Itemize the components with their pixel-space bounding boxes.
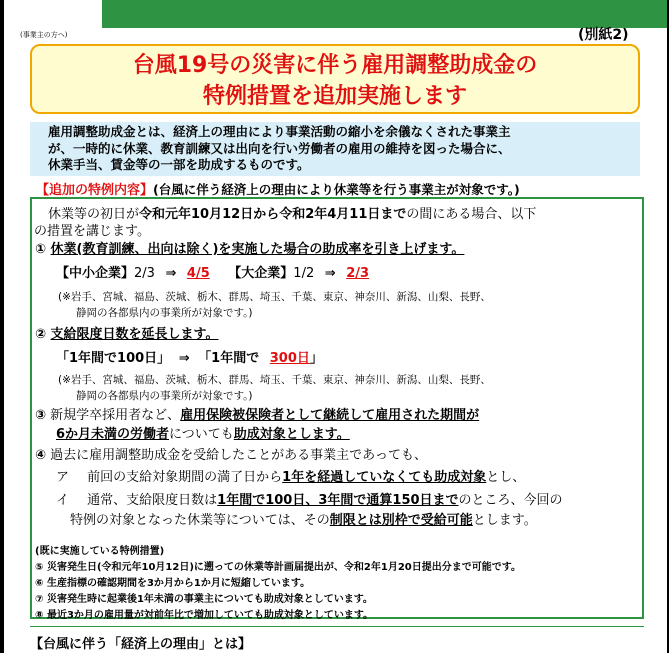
item-1-note-2: 静岡の各都県内の事業所が対象です。)	[76, 307, 253, 319]
recipient-label: (事業主の方へ)	[20, 31, 68, 39]
divider	[30, 626, 644, 627]
item-1-note-1: (※岩手、宮城、福島、茨城、栃木、群馬、埼玉、千葉、東京、神奈川、新潟、山梨、長野、	[58, 291, 491, 303]
title-line-1: 台風19号の災害に伴う雇用調整助成金の	[132, 53, 538, 78]
item-3-line-2: 6か月未満の労働者についても助成対象とします。	[56, 427, 350, 442]
item-1-title: ① 休業(教育訓練、出向は除く)を実施した場合の助成率を引き上げます。	[35, 242, 465, 257]
definition-line-3: 休業手当、賃金等の一部を助成するものです。	[48, 157, 310, 172]
item-4-i: イ 通常、支給限度日数は1年間で100日、3年間で通算150日までのところ、今回の	[56, 493, 563, 508]
title-line-2: 特例措置を追加実施します	[202, 84, 467, 109]
footer-heading: 【台風に伴う「経済上の理由」とは】	[30, 637, 252, 652]
item-4-line-1: ④ 過去に雇用調整助成金を受給したことがある事業主であっても、	[35, 448, 428, 463]
intro-line-1: 休業等の初日が令和元年10月12日から令和2年4月11日までの間にある場合、以下	[48, 207, 537, 222]
item-4-line-3: 特例の対象となった休業等については、その制限とは別枠で受給可能とします。	[70, 513, 537, 528]
definition-box	[30, 122, 640, 176]
existing-item-6: ⑥ 生産指標の確認期間を3か月から1か月に短縮しています。	[35, 578, 311, 589]
item-1-rates: 【中小企業】2/3 ⇒ 4/5 【大企業】1/2 ⇒ 2/3	[56, 266, 370, 281]
section-title: 【追加の特例内容】	[36, 183, 154, 198]
page-title	[30, 44, 640, 114]
existing-item-8: ⑧ 最近3か月の雇用量が対前年比で増加していても助成対象としています。	[35, 610, 374, 621]
section-note: (台風に伴う経済上の理由により休業等を行う事業主が対象です。)	[153, 182, 520, 197]
existing-item-7: ⑦ 災害発生時に起業後1年未満の事業主についても助成対象としています。	[35, 594, 373, 605]
existing-item-5: ⑤ 災害発生日(令和元年10月12日)に遡っての休業等計画届提出が、令和2年1月20日提出分まで可能です。	[35, 562, 521, 573]
definition-line-1: 雇用調整助成金とは、経済上の理由により事業活動の縮小を余儀なくされた事業主	[48, 124, 511, 139]
top-banner	[4, 0, 667, 28]
item-2-title: ② 支給限度日数を延長します。	[35, 327, 219, 342]
intro-line-2: の措置を講じます。	[34, 224, 150, 239]
item-2-note-2: 静岡の各都県内の事業所が対象です。)	[76, 390, 253, 402]
item-2-days: 「1年間で100日」 ⇒ 「1年間で 300日」	[56, 351, 323, 366]
page	[4, 0, 667, 653]
attachment-label: (別紙2)	[578, 27, 629, 43]
item-2-note-1: (※岩手、宮城、福島、茨城、栃木、群馬、埼玉、千葉、東京、神奈川、新潟、山梨、長野、	[58, 374, 491, 386]
item-4-a: ア 前回の支給対象期間の満了日から1年を経過していなくても助成対象とし、	[56, 470, 526, 485]
existing-heading: (既に実施している特例措置)	[35, 546, 165, 557]
item-3-line-1: ③ 新規学卒採用者など、雇用保険被保険者として継続して雇用された期間が	[35, 408, 480, 423]
definition-line-2: が、一時的に休業、教育訓練又は出向を行い労働者の雇用の維持を図った場合に、	[48, 140, 511, 156]
section-heading	[36, 179, 520, 198]
